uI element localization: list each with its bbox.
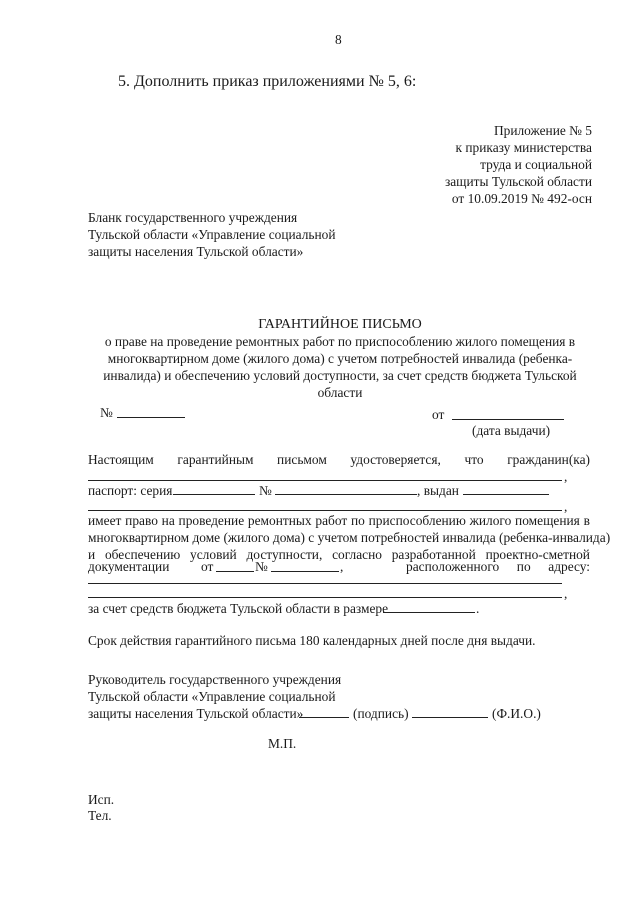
appendix-line-5: от 10.09.2019 № 492-осн <box>451 191 592 206</box>
budget-label: за счет средств бюджета Тульской области в размере <box>88 601 389 616</box>
signature-caption: (подпись) <box>353 706 409 721</box>
full-name-blank[interactable] <box>412 717 488 718</box>
passport-issued-label: , выдан <box>417 483 459 498</box>
comma: , <box>340 559 344 574</box>
number-label: № <box>100 405 113 420</box>
subtitle-line-4: области <box>317 385 363 400</box>
word: письмом <box>277 452 327 467</box>
appendix-line-2: к приказу министерства <box>455 140 592 155</box>
passport-issuer-blank[interactable] <box>88 510 562 511</box>
document-title: ГАРАНТИЙНОЕ ПИСЬМО <box>258 317 422 332</box>
word: гражданин(ка) <box>507 452 590 467</box>
word: приспособлению <box>368 513 466 528</box>
address-blank-1[interactable] <box>88 583 562 584</box>
word: Настоящим <box>88 452 154 467</box>
documentation-number-label: № <box>255 559 268 574</box>
appendix-line-3: труда и социальной <box>480 157 592 172</box>
word: разработанной <box>391 547 476 562</box>
word: обеспечению <box>104 547 181 562</box>
comma: , <box>564 499 568 514</box>
word: имеет <box>88 513 122 528</box>
word: адресу: <box>548 559 590 574</box>
word: право <box>125 513 158 528</box>
comma: , <box>564 586 568 601</box>
budget-amount-blank[interactable] <box>383 612 475 613</box>
passport-issued-blank[interactable] <box>463 494 549 495</box>
appendix-line-1: Приложение № 5 <box>493 123 592 138</box>
comma: , <box>564 469 568 484</box>
signature-blank[interactable] <box>299 717 349 718</box>
address-blank-2[interactable] <box>88 597 562 598</box>
documentation-number-blank[interactable] <box>271 571 339 572</box>
validity-text: Срок действия гарантийного письма 180 календарных дней после дня выдачи. <box>88 633 536 648</box>
word: условий <box>190 547 237 562</box>
documentation-date-blank[interactable] <box>216 571 254 572</box>
letterhead-block <box>88 209 336 260</box>
letterhead-line-1: Бланк государственного учреждения <box>88 210 298 225</box>
word: проектно-сметной <box>485 547 590 562</box>
phone-label: Тел. <box>88 808 112 823</box>
passport-series-label: паспорт: серия <box>88 483 173 498</box>
word: гарантийным <box>177 452 254 467</box>
passport-series-blank[interactable] <box>173 494 255 495</box>
word: в <box>583 513 590 528</box>
word: по <box>516 559 531 574</box>
page-number: 8 <box>335 32 342 47</box>
passport-number-blank[interactable] <box>275 494 417 495</box>
letterhead-line-3: защиты населения Тульской области» <box>88 244 304 259</box>
date-caption: (дата выдачи) <box>472 423 551 438</box>
word: доступности, <box>246 547 323 562</box>
word: на <box>161 513 175 528</box>
word: что <box>464 452 484 467</box>
documentation-label: документации <box>88 559 170 574</box>
head-line-3: защиты населения Тульской области» <box>88 706 304 721</box>
date-blank[interactable] <box>452 419 564 420</box>
subtitle-line-1: о праве на проведение ремонтных работ по приспособлению жилого помещения в <box>104 334 576 349</box>
documentation-from-label: от <box>201 559 214 574</box>
appendix-block <box>445 122 592 207</box>
passport-number-label: № <box>259 483 272 498</box>
certify-line <box>88 451 590 468</box>
word: удостоверяется, <box>350 452 441 467</box>
word: ремонтных <box>247 513 312 528</box>
stamp-place: М.П. <box>268 736 297 751</box>
subtitle-line-3: инвалида) и обеспечению условий доступности, за счет средств бюджета Тульской <box>103 368 577 383</box>
executor-label: Исп. <box>88 792 115 807</box>
head-line-1: Руководитель государственного учреждения <box>88 672 342 687</box>
word: расположенного <box>406 559 500 574</box>
citizen-name-blank[interactable] <box>88 480 562 481</box>
word: работ <box>315 513 348 528</box>
word: жилого <box>469 513 512 528</box>
word: по <box>350 513 365 528</box>
word: согласно <box>332 547 382 562</box>
item-5-heading: 5. Дополнить приказ приложениями № 5, 6: <box>118 73 417 90</box>
head-line-2: Тульской области «Управление социальной <box>88 689 336 704</box>
appendix-line-4: защиты Тульской области <box>444 174 592 189</box>
period: . <box>476 601 480 616</box>
word: проведение <box>178 513 245 528</box>
located-at-label <box>406 558 590 575</box>
para2-line-2: многоквартирном доме (жилого дома) с учетом потребностей инвалида (ребенка-инвалида) <box>88 530 611 545</box>
word: и <box>88 547 96 562</box>
date-from-label: от <box>432 407 445 422</box>
para2-line-1 <box>88 512 590 529</box>
word: помещения <box>515 513 580 528</box>
number-blank[interactable] <box>117 417 185 418</box>
letterhead-line-2: Тульской области «Управление социальной <box>88 227 336 242</box>
subtitle-line-2: многоквартирном доме (жилого дома) с учетом потребностей инвалида (ребенка- <box>107 351 573 366</box>
full-name-caption: (Ф.И.О.) <box>492 706 541 721</box>
